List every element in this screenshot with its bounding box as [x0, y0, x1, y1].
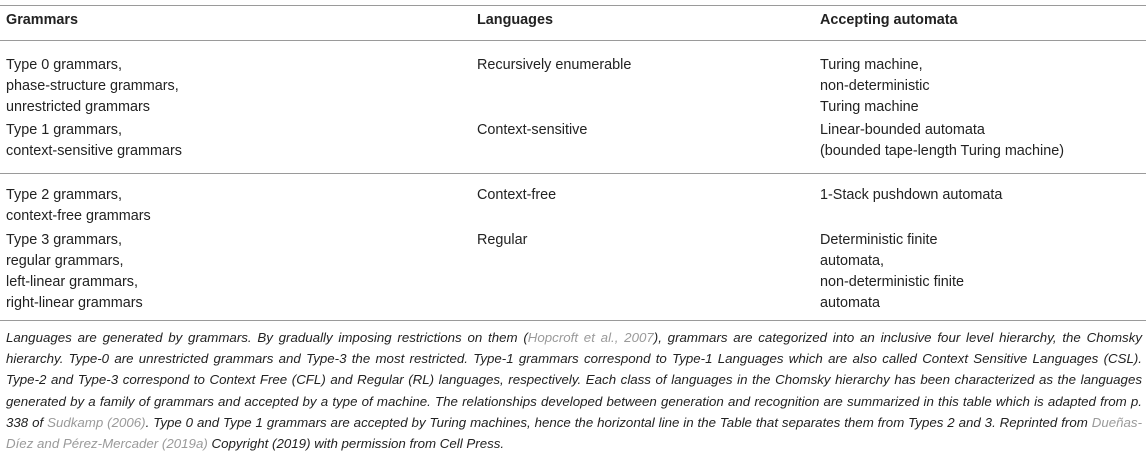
- cell-automata: [820, 185, 1002, 206]
- cell-automata-text: Linear-bounded automata: [820, 122, 985, 138]
- cell-grammars: regular grammars,: [6, 253, 124, 269]
- citation-link-hopcroft[interactable]: Hopcroft et al., 2007: [527, 330, 654, 345]
- cell-languages: [477, 230, 527, 251]
- cell-automata-text: Turing machine: [820, 99, 919, 115]
- cell-grammars: Type 0 grammars,: [6, 57, 122, 73]
- cell-grammars: Type 1 grammars,: [6, 122, 122, 138]
- type-separator-rule: [0, 173, 1146, 174]
- caption-text: ), grammars are categorized into an inclusive four level hierarchy, the Chomsky hierarchy. Type-0 are unrestricted grammars and Type-3 the most restricted. Type-1 grammars correspond to Type-1 Languages which are also called Context Sensitive Languages (CSL). Type-2 and Type-3 correspond to Context Free (CFL) and Regular (RL) languages, respectively. Each class of languages in the Chomsky hierarchy has been characterized as the languages generated by a family of grammars and accepted by a type of machine. The relationships developed between generation and recognition are summarized in this table which is adapted from p. 338 of: [6, 330, 1143, 430]
- cell-languages-text: Context-free: [477, 187, 557, 203]
- cell-automata-text: Turing machine,: [820, 57, 923, 73]
- table-row: [6, 120, 182, 162]
- cell-grammars: phase-structure grammars,: [6, 78, 179, 94]
- cell-automata-text: non-deterministic finite: [820, 274, 964, 290]
- caption-text: Copyright (2019) with permission from Cell Press.: [207, 436, 505, 452]
- cell-languages-text: Context-sensitive: [477, 122, 588, 138]
- cell-grammars: context-free grammars: [6, 208, 151, 224]
- table-row: [6, 230, 143, 314]
- cell-grammars: Type 2 grammars,: [6, 187, 122, 203]
- cell-grammars: right-linear grammars: [6, 295, 143, 311]
- caption-text: Languages are generated by grammars. By gradually imposing restrictions on them (: [6, 330, 528, 345]
- citation-link-sudkamp[interactable]: Sudkamp (2006): [47, 414, 146, 430]
- cell-automata: [820, 230, 964, 314]
- table-bottom-rule: [0, 320, 1146, 321]
- cell-grammars: Type 3 grammars,: [6, 232, 122, 248]
- caption-text: . Type 0 and Type 1 grammars are accepted by Turing machines, hence the horizontal line in the Table that separates them from Types 2 and 3. Reprinted from: [145, 414, 1092, 430]
- cell-automata-text: Deterministic finite: [820, 232, 938, 248]
- table-caption: [6, 327, 1142, 454]
- header-rule: [0, 40, 1146, 41]
- header-grammars: Grammars: [6, 12, 78, 28]
- header-accepting-automata: Accepting automata: [820, 12, 958, 28]
- cell-automata-text: (bounded tape-length Turing machine): [820, 143, 1065, 159]
- cell-automata: [820, 55, 930, 118]
- cell-languages: [477, 55, 631, 76]
- table-row: [6, 185, 151, 227]
- cell-languages-text: Regular: [477, 232, 528, 248]
- cell-grammars: left-linear grammars,: [6, 274, 138, 290]
- cell-automata: [820, 120, 1064, 162]
- table-row: [6, 55, 179, 118]
- cell-languages: [477, 120, 587, 141]
- cell-languages: [477, 185, 556, 206]
- cell-automata-text: non-deterministic: [820, 78, 930, 94]
- cell-automata-text: automata: [820, 295, 881, 311]
- cell-automata-text: 1-Stack pushdown automata: [820, 187, 1003, 203]
- cell-grammars: context-sensitive grammars: [6, 143, 182, 159]
- header-languages: Languages: [477, 12, 553, 28]
- cell-grammars: unrestricted grammars: [6, 99, 150, 115]
- citation-link-duenas-diez[interactable]: Dueñas-Díez and Pérez-Mercader (2019a): [6, 414, 1142, 452]
- cell-languages-text: Recursively enumerable: [477, 57, 632, 73]
- cell-automata-text: automata,: [820, 253, 884, 269]
- table-top-rule: [0, 5, 1146, 6]
